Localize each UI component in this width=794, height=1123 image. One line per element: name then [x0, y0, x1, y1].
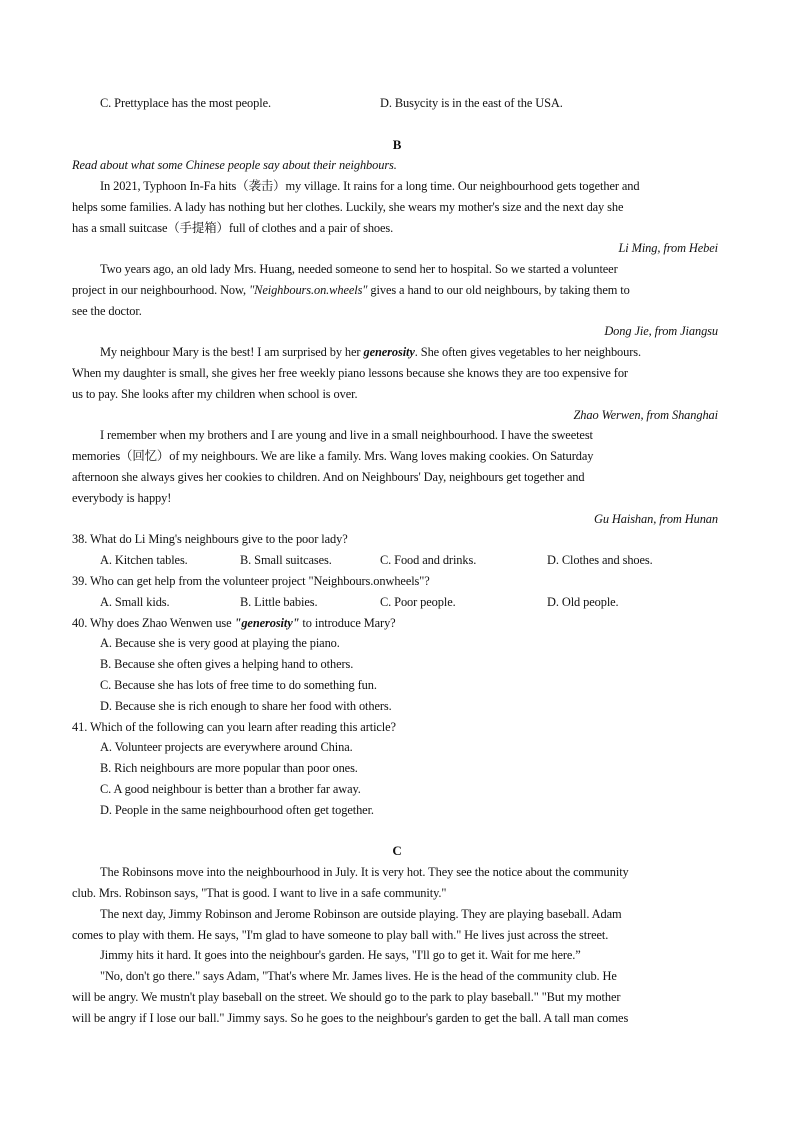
prev-option-d: D. Busycity is in the east of the USA.	[380, 96, 563, 110]
signature-li-ming: Li Ming, from Hebei	[618, 241, 718, 255]
paragraph-line: In 2021, Typhoon In-Fa hits（袭击）my village. It rains for a long time. Our neighbourhood gets together and	[100, 179, 640, 193]
section-b-heading: B	[392, 137, 402, 152]
keyword-generosity: generosity	[363, 345, 415, 359]
text-run: . She often gives vegetables to her neighbours.	[414, 345, 641, 359]
paragraph-line: club. Mrs. Robinson says, "That is good. I want to live in a safe community."	[72, 886, 447, 900]
signature-gu: Gu Haishan, from Hunan	[593, 512, 718, 526]
paragraph-line: us to pay. She looks after my children when school is over.	[72, 387, 358, 401]
text-run: to introduce Mary?	[299, 616, 396, 630]
paragraph-line: has a small suitcase（手提箱）full of clothes and a pair of shoes.	[72, 221, 394, 235]
paragraph-line: memories（回忆）of my neighbours. We are like a family. Mrs. Wang loves making cookies. On Saturday	[72, 449, 594, 463]
q40-option-a: A. Because she is very good at playing the piano.	[100, 636, 340, 650]
project-name: "Neighbours.on.wheels"	[249, 283, 368, 297]
paragraph-line: everybody is happy!	[72, 491, 172, 505]
question-38: 38. What do Li Ming's neighbours give to the poor lady?	[72, 532, 348, 546]
text-run: project in our neighbourhood. Now,	[72, 283, 247, 297]
q39-option-c: C. Poor people.	[380, 595, 456, 609]
q41-option-b: B. Rich neighbours are more popular than poor ones.	[100, 761, 358, 775]
prev-option-c: C. Prettyplace has the most people.	[100, 96, 271, 110]
question-39: 39. Who can get help from the volunteer project "Neighbours.onwheels"?	[72, 574, 430, 588]
text-run: My neighbour Mary is the best! I am surprised by her	[100, 345, 361, 359]
paragraph-line	[72, 282, 630, 298]
q40-option-d: D. Because she is rich enough to share her food with others.	[100, 699, 392, 713]
paragraph-line: I remember when my brothers and I are young and live in a small neighbourhood. I have the sweetest	[100, 428, 593, 442]
q41-option-a: A. Volunteer projects are everywhere around China.	[100, 740, 353, 754]
question-40	[72, 615, 396, 631]
q38-option-c: C. Food and drinks.	[380, 553, 477, 567]
section-c-heading: C	[392, 843, 402, 858]
signature-zhao: Zhao Werwen, from Shanghai	[573, 408, 718, 422]
question-41: 41. Which of the following can you learn after reading this article?	[72, 720, 396, 734]
section-b-intro: Read about what some Chinese people say about their neighbours.	[72, 158, 397, 172]
paragraph-line: comes to play with them. He says, "I'm glad to have someone to play ball with." He lives just across the street.	[72, 928, 609, 942]
paragraph-line: The Robinsons move into the neighbourhood in July. It is very hot. They see the notice about the community	[100, 865, 629, 879]
paragraph-line: Jimmy hits it hard. It goes into the neighbour's garden. He says, "I'll go to get it. Wait for me here.”	[100, 948, 581, 962]
q39-option-a: A. Small kids.	[100, 595, 170, 609]
paragraph-line: afternoon she always gives her cookies to children. And on Neighbours' Day, neighbours get together and	[72, 470, 585, 484]
paragraph-line	[100, 344, 641, 360]
paragraph-line: When my daughter is small, she gives her free weekly piano lessons because she knows they are too expensive for	[72, 366, 628, 380]
text-run: gives a hand to our old neighbours, by taking them to	[370, 283, 630, 297]
keyword-generosity: "generosity"	[234, 616, 300, 630]
paragraph-line: see the doctor.	[72, 304, 142, 318]
q38-option-d: D. Clothes and shoes.	[547, 553, 653, 567]
q38-option-a: A. Kitchen tables.	[100, 553, 188, 567]
paragraph-line: helps some families. A lady has nothing but her clothes. Luckily, she wears my mother's size and the next day she	[72, 200, 624, 214]
paragraph-line: "No, don't go there." says Adam, "That's where Mr. James lives. He is the head of the community club. He	[100, 969, 617, 983]
q40-option-c: C. Because she has lots of free time to do something fun.	[100, 678, 377, 692]
signature-dong-jie: Dong Jie, from Jiangsu	[604, 324, 718, 338]
q41-option-d: D. People in the same neighbourhood often get together.	[100, 803, 374, 817]
paragraph-line: will be angry if I lose our ball." Jimmy says. So he goes to the neighbour's garden to get the ball. A tall man comes	[72, 1011, 629, 1025]
text-run: 40. Why does Zhao Wenwen use	[72, 616, 235, 630]
paragraph-line: The next day, Jimmy Robinson and Jerome Robinson are outside playing. They are playing baseball. Adam	[100, 907, 622, 921]
q41-option-c: C. A good neighbour is better than a brother far away.	[100, 782, 361, 796]
q39-option-b: B. Little babies.	[240, 595, 318, 609]
paragraph-line: Two years ago, an old lady Mrs. Huang, needed someone to send her to hospital. So we started a volunteer	[100, 262, 618, 276]
q39-option-d: D. Old people.	[547, 595, 619, 609]
q40-option-b: B. Because she often gives a helping hand to others.	[100, 657, 354, 671]
paragraph-line: will be angry. We mustn't play baseball on the street. We should go to the park to play baseball." "But my mother	[72, 990, 621, 1004]
q38-option-b: B. Small suitcases.	[240, 553, 332, 567]
